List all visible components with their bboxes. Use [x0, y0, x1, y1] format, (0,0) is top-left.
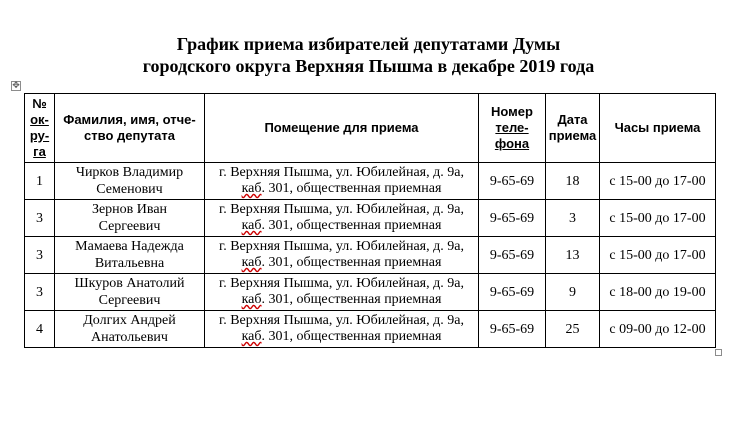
cell-room: г. Верхняя Пышма, ул. Юбилейная, д. 9а, каб. 301, общественная приемная [205, 200, 479, 237]
table-row [25, 200, 716, 237]
cell-name: Чирков Владимир Семенович [55, 163, 205, 200]
header-name: Фамилия, имя, отче- ство депутата [55, 94, 205, 163]
header-district: № ок- ру- га [25, 94, 55, 163]
table-row [25, 163, 716, 200]
title-line-1: График приема избирателей депутатами Думы [176, 34, 561, 54]
cell-name: Мамаева Надежда Витальевна [55, 237, 205, 274]
cell-room: г. Верхняя Пышма, ул. Юбилейная, д. 9а, каб. 301, общественная приемная [205, 274, 479, 311]
cell-district: 1 [25, 163, 55, 200]
cell-phone: 9-65-69 [479, 200, 546, 237]
cell-hours: с 15-00 до 17-00 [600, 200, 716, 237]
cell-date: 13 [546, 237, 600, 274]
header-phone: Номер теле- фона [479, 94, 546, 163]
cell-room: г. Верхняя Пышма, ул. Юбилейная, д. 9а, каб. 301, общественная приемная [205, 163, 479, 200]
cell-district: 3 [25, 200, 55, 237]
schedule-table [24, 93, 716, 348]
cell-name: Зернов Иван Сергеевич [55, 200, 205, 237]
header-hours: Часы приема [600, 94, 716, 163]
cell-room: г. Верхняя Пышма, ул. Юбилейная, д. 9а, каб. 301, общественная приемная [205, 237, 479, 274]
table-header-row [25, 94, 716, 163]
move-arrows-icon[interactable]: ✥ [12, 81, 20, 91]
cell-date: 9 [546, 274, 600, 311]
cell-phone: 9-65-69 [479, 163, 546, 200]
header-room: Помещение для приема [205, 94, 479, 163]
cell-district: 3 [25, 274, 55, 311]
cell-name: Шкуров Анатолий Сергеевич [55, 274, 205, 311]
table-row [25, 274, 716, 311]
cell-date: 18 [546, 163, 600, 200]
cell-hours: с 15-00 до 17-00 [600, 163, 716, 200]
cell-phone: 9-65-69 [479, 237, 546, 274]
cell-room: г. Верхняя Пышма, ул. Юбилейная, д. 9а, каб. 301, общественная приемная [205, 311, 479, 348]
cell-phone: 9-65-69 [479, 311, 546, 348]
cell-date: 3 [546, 200, 600, 237]
header-date: Дата приема [546, 94, 600, 163]
cell-name: Долгих Андрей Анатольевич [55, 311, 205, 348]
cell-district: 4 [25, 311, 55, 348]
table-row [25, 311, 716, 348]
cell-hours: с 15-00 до 17-00 [600, 237, 716, 274]
cell-phone: 9-65-69 [479, 274, 546, 311]
title-line-2: городского округа Верхняя Пышма в декабре 2019 года [142, 56, 595, 76]
cell-date: 25 [546, 311, 600, 348]
cell-hours: с 18-00 до 19-00 [600, 274, 716, 311]
document-title [0, 33, 737, 77]
table-row [25, 237, 716, 274]
resize-handle-icon[interactable] [715, 349, 722, 356]
cell-district: 3 [25, 237, 55, 274]
cell-hours: с 09-00 до 12-00 [600, 311, 716, 348]
